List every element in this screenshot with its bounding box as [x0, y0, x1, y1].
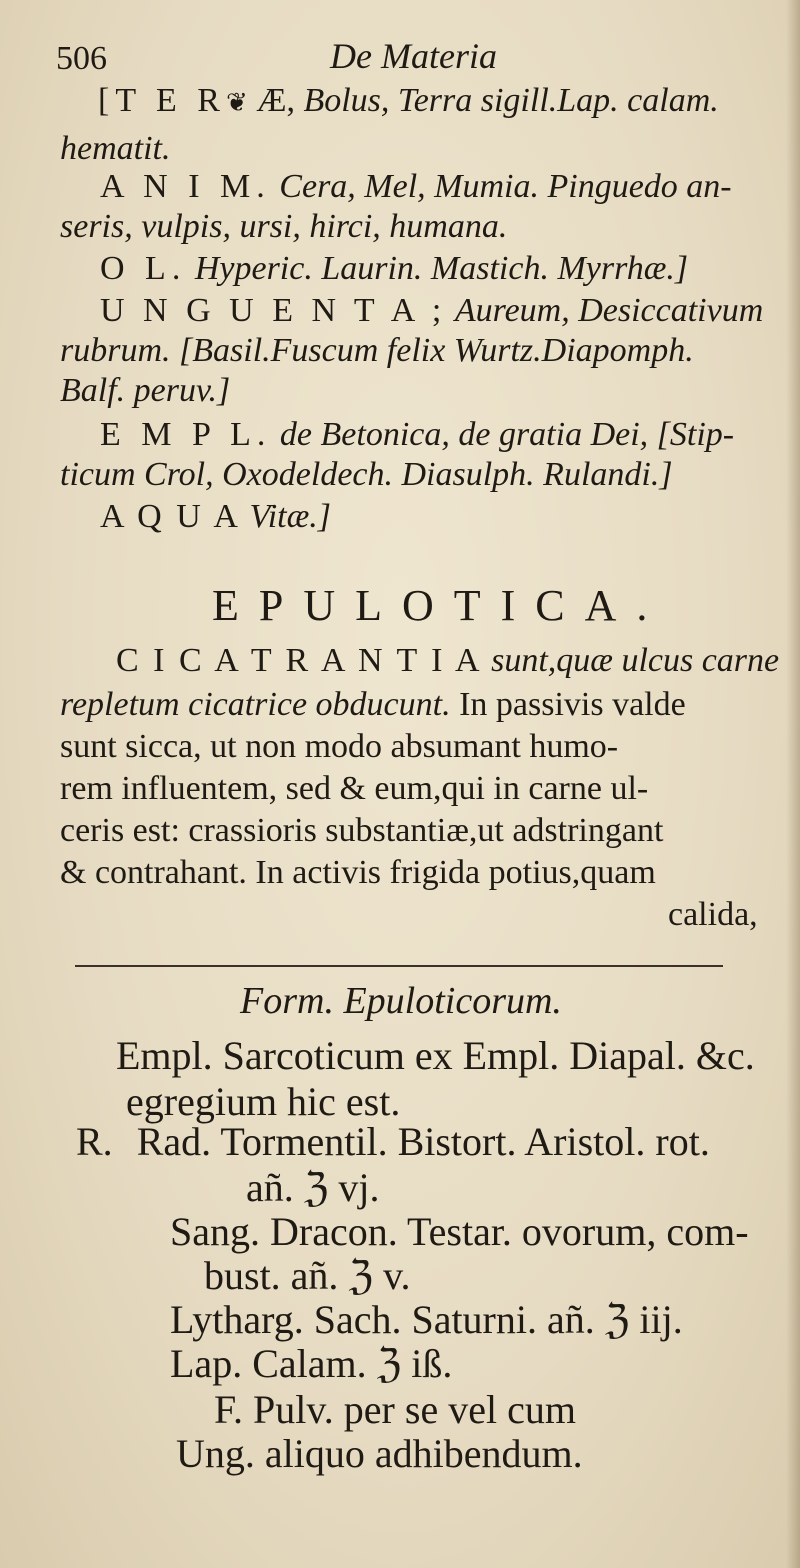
formula-line: añ. ℨ vj.: [246, 1165, 380, 1210]
italic-text: repletum cicatrice obducunt.: [60, 686, 451, 723]
small-caps-label: E M P L.: [100, 416, 272, 453]
page-number: 506: [56, 40, 107, 77]
small-caps-label: A Q U A: [100, 498, 241, 535]
recipe-symbol: R.: [76, 1119, 113, 1164]
text-line: [100, 500, 331, 534]
text-line: [60, 688, 686, 722]
italic-text: Bolus, Terra sigill.Lap. calam.: [303, 82, 719, 119]
text-line: & contrahant. In activis frigida potius,quam: [60, 854, 656, 891]
text-line: ceris est: crassioris substantiæ,ut adstringant: [60, 812, 664, 849]
small-caps-label: Æ,: [256, 82, 295, 119]
ornament-icon: ❦: [225, 88, 248, 117]
formula-line: F. Pulv. per se vel cum: [214, 1387, 576, 1432]
roman-text: In passivis valde: [459, 686, 686, 723]
italic-text: Hyperic. Laurin. Mastich. Myrrhæ.]: [194, 250, 689, 287]
text-line: [98, 84, 719, 118]
small-caps-label: [T E R: [98, 82, 226, 119]
formula-line: Ung. aliquo adhibendum.: [176, 1431, 583, 1476]
text-line: [100, 294, 763, 328]
formulae-title: Form. Epuloticorum.: [240, 980, 562, 1022]
roman-text: Rad. Tormentil. Bistort. Aristol. rot.: [136, 1119, 710, 1164]
text-line: [100, 170, 732, 204]
small-caps-label: O L.: [100, 250, 187, 287]
catchword: calida,: [668, 896, 758, 933]
formula-line: bust. añ. ℨ v.: [204, 1253, 411, 1298]
formula-line: egregium hic est.: [126, 1079, 401, 1124]
text-line: rem influentem, sed & eum,qui in carne ul-: [60, 770, 649, 807]
small-caps-label: C I C A T R A N T I A: [116, 642, 483, 679]
text-line: hematit.: [60, 130, 171, 167]
formula-line: [76, 1119, 710, 1164]
italic-text: Vitæ.]: [249, 498, 332, 535]
running-head: De Materia: [330, 36, 497, 76]
italic-text: de Betonica, de gratia Dei, [Stip-: [279, 416, 735, 453]
formula-line: Sang. Dracon. Testar. ovorum, com-: [170, 1209, 749, 1254]
small-caps-label: U N G U E N T A ;: [100, 292, 447, 329]
text-line: [116, 644, 779, 678]
text-line: Balf. peruv.]: [60, 372, 231, 409]
small-caps-label: A N I M.: [100, 168, 271, 205]
formula-line: Empl. Sarcoticum ex Empl. Diapal. &c.: [116, 1033, 755, 1078]
horizontal-rule: [75, 965, 723, 967]
italic-text: Aureum, Desiccativum: [454, 292, 764, 329]
text-line: rubrum. [Basil.Fuscum felix Wurtz.Diapomph.: [60, 332, 694, 369]
page-edge-shadow: [786, 0, 800, 1568]
italic-text: Cera, Mel, Mumia. Pinguedo an-: [279, 168, 732, 205]
text-line: [100, 418, 734, 452]
formula-line: Lytharg. Sach. Saturni. añ. ℨ iij.: [170, 1297, 683, 1342]
formula-line: Lap. Calam. ℨ iß.: [170, 1341, 453, 1386]
text-line: ticum Crol, Oxodeldech. Diasulph. Rulandi.]: [60, 456, 673, 493]
section-heading: EPULOTICA.: [212, 581, 668, 630]
text-line: sunt sicca, ut non modo absumant humo-: [60, 728, 619, 765]
italic-text: sunt,quæ ulcus carne: [491, 642, 780, 679]
text-line: seris, vulpis, ursi, hirci, humana.: [60, 208, 508, 245]
text-line: [100, 252, 688, 286]
